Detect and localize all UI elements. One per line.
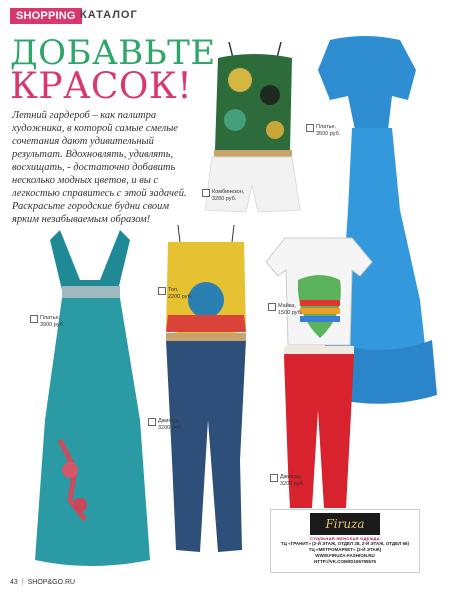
store-social-link[interactable]: HTTP://VK.COM/ID165795575 bbox=[313, 559, 377, 564]
tag-price: 3200 руб. bbox=[158, 424, 183, 431]
checkbox-icon bbox=[148, 418, 156, 426]
tag-name: Майка, bbox=[278, 303, 296, 309]
store-logo: Firuza bbox=[310, 513, 380, 535]
intro-paragraph: Летний гардероб – как палитра художника, в которой самые смелые сочетания дают удивительный результат. Вдохновлять, удивлять, восхищать, - достаточно добавить несколько модных цветов, и вы с легкостью справитесь с этой задачей. Раскрасьте городские будни своим ярким незабываемым образом! bbox=[12, 110, 187, 225]
headline-line-1: ДОБАВЬТЕ bbox=[10, 33, 216, 73]
store-address-2: ТЦ «МЕТРОМАРКЕТ» (2-Й ЭТАЖ) bbox=[308, 547, 382, 552]
section-tag: SHOPPING bbox=[10, 8, 82, 24]
top-image bbox=[166, 225, 246, 336]
checkbox-icon bbox=[268, 303, 276, 311]
tag-name: Джинсы, bbox=[158, 418, 180, 424]
store-subtitle: СТИЛЬНАЯ ЖЕНСКАЯ ОДЕЖДА bbox=[310, 536, 380, 541]
checkbox-icon bbox=[30, 315, 38, 323]
tag-name: Топ, bbox=[168, 287, 179, 293]
jumpsuit-image bbox=[205, 42, 300, 212]
tag-name: Джинсы, bbox=[280, 474, 302, 480]
tag-price: 3500 руб. bbox=[316, 130, 341, 137]
checkbox-icon bbox=[158, 287, 166, 295]
checkbox-icon bbox=[202, 189, 210, 197]
checkbox-icon bbox=[306, 124, 314, 132]
tag-name: Платье, bbox=[40, 315, 61, 321]
tag-price: 3200 руб. bbox=[212, 195, 237, 202]
tag-name: Платье, bbox=[316, 124, 337, 130]
site-name: SHOP&GO.RU bbox=[27, 579, 76, 586]
tag-price: 3900 руб. bbox=[40, 321, 65, 328]
price-tag-teal-dress bbox=[30, 315, 64, 328]
store-website[interactable]: WWW.FIRUZA-FASHION.RU bbox=[315, 553, 375, 558]
price-tag-blue-jeans bbox=[148, 418, 182, 431]
store-info-box bbox=[270, 509, 420, 573]
store-address-1: ТЦ «ГРАНИТ» (2-Й ЭТАЖ, ОТДЕЛ 28, 2-Й ЭТАЖ, ОТДЕЛ 66) bbox=[280, 541, 410, 546]
tag-price: 1500 руб. bbox=[278, 309, 303, 316]
section-name: КАТАЛОГ bbox=[80, 9, 138, 21]
price-tag-red-jeans bbox=[270, 474, 304, 487]
blue-jeans-image bbox=[166, 333, 246, 552]
teal-dress-image bbox=[35, 230, 150, 566]
checkbox-icon bbox=[270, 474, 278, 482]
price-tag-jumpsuit bbox=[202, 189, 244, 202]
page-number: 43 bbox=[10, 579, 18, 586]
headline-line-2: КРАСОК! bbox=[10, 66, 193, 107]
tag-price: 3200 руб. bbox=[280, 480, 305, 487]
price-tag-tshirt bbox=[268, 303, 302, 316]
page-footer: 43 | SHOP&GO.RU bbox=[10, 579, 76, 586]
tag-name: Комбинезон, bbox=[212, 189, 245, 195]
price-tag-top bbox=[158, 287, 192, 300]
tag-price: 2200 руб. bbox=[168, 293, 193, 300]
price-tag-blue-dress bbox=[306, 124, 340, 137]
